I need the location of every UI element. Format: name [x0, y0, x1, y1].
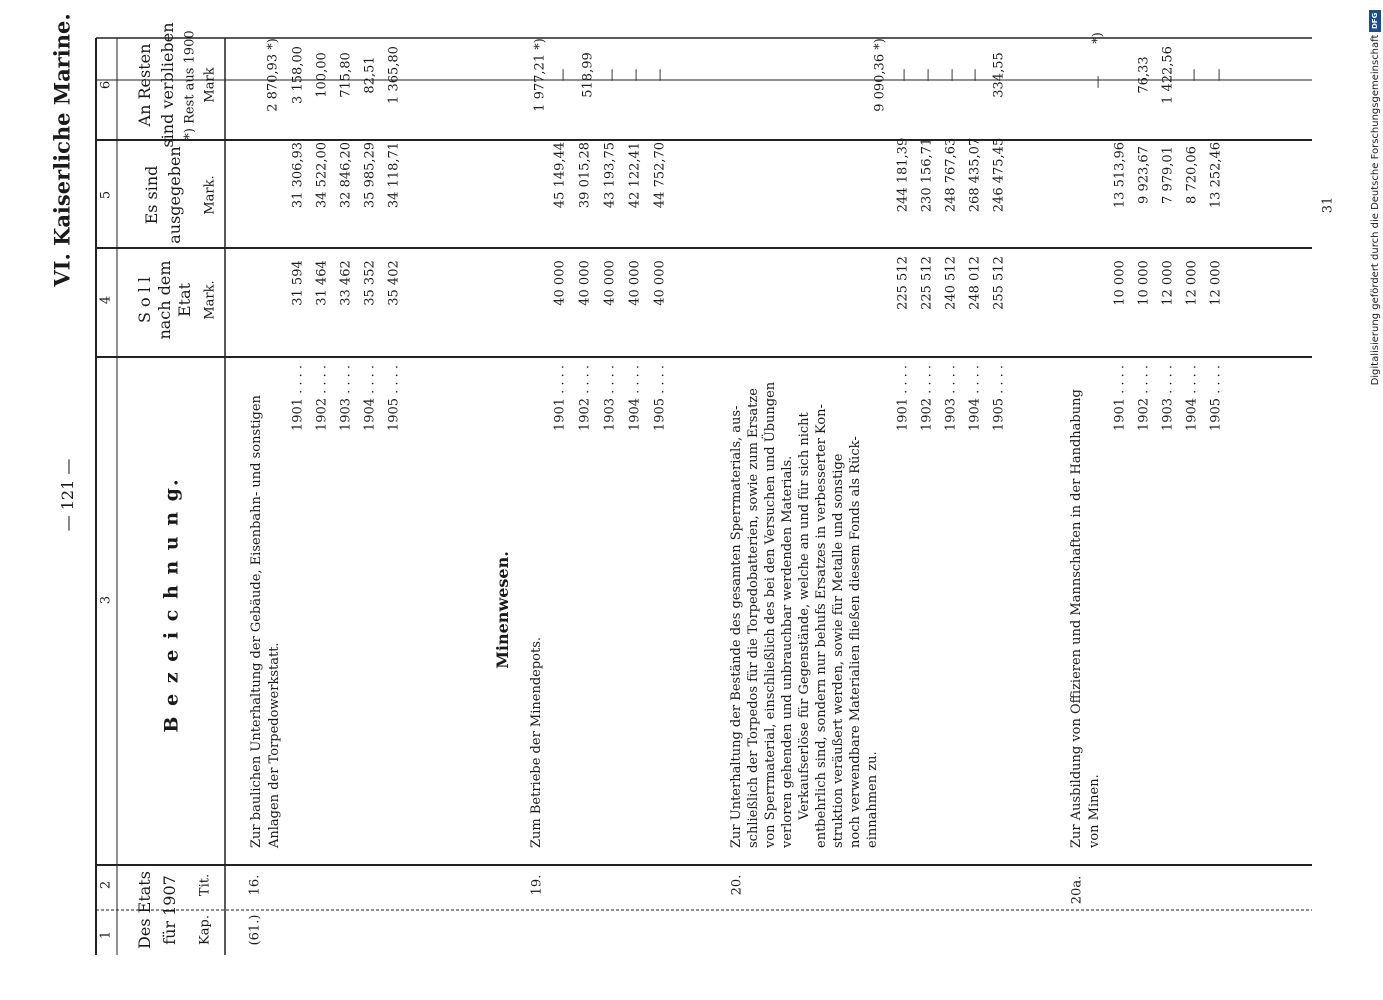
desc-line: schließlich der Torpedos für die Torpedobatterien, sowie zum Ersatze: [746, 388, 761, 848]
aus-cell: 45 149,44: [552, 141, 568, 209]
year-cell: 1902 . . . .: [314, 364, 330, 432]
soll-cell: 35 352: [362, 260, 378, 306]
rest-cell: 518,99: [580, 52, 596, 98]
soll-cell: 10 000: [1112, 260, 1128, 306]
year-cell: 1905 . . . .: [1208, 364, 1224, 432]
desc-line: von Sperrmaterial, einschließlich des bei den Versuchen und Übungen: [763, 381, 778, 848]
soll-cell: 40 000: [577, 260, 593, 306]
header-rest-line2: sind verblieben: [158, 22, 177, 148]
year-cell: 1901 . . . .: [290, 364, 306, 432]
aus-cell: 9 923,67: [1136, 146, 1152, 204]
rest-cell: —: [555, 68, 571, 82]
year-cell: 1904 . . . .: [967, 364, 983, 432]
col-number-2: 2: [98, 880, 114, 890]
year-cell: 1905 . . . .: [652, 364, 668, 432]
soll-cell: 12 000: [1160, 260, 1176, 306]
soll-cell: 225 512: [895, 256, 911, 310]
aus-cell: 44 752,70: [652, 141, 668, 209]
aus-cell: 32 846,20: [338, 141, 354, 209]
aus-cell: 34 522,00: [314, 141, 330, 209]
header-tit: Tit.: [197, 873, 213, 897]
year-cell: 1904 . . . .: [1184, 364, 1200, 432]
year-cell: 1902 . . . .: [577, 364, 593, 432]
footer-credit: Digitalisierung gefördert durch die Deutsche Forschungsgemeinschaft: [1370, 34, 1381, 386]
rest-carry: 9 090,36 *): [872, 38, 888, 112]
rest-carry: *): [1090, 32, 1106, 44]
col-number-1: 1: [98, 930, 114, 940]
year-cell: 1901 . . . .: [1112, 364, 1128, 432]
aus-cell: 248 767,63: [943, 137, 959, 213]
year-cell: 1904 . . . .: [362, 364, 378, 432]
rest-carry: 1 977,21 *): [532, 38, 548, 112]
aus-cell: 39 015,28: [577, 141, 593, 209]
year-cell: 1901 . . . .: [552, 364, 568, 432]
col-number-6: 6: [98, 80, 114, 90]
rest-cell: 334,55: [991, 52, 1007, 98]
header-soll-unit: Mark.: [202, 280, 218, 320]
desc-line: Anlagen der Torpedowerkstatt.: [267, 642, 282, 848]
rest-cell: —: [652, 68, 668, 82]
rest-cell: —: [896, 68, 912, 82]
soll-cell: 12 000: [1208, 260, 1224, 306]
desc-line: Zum Betriebe der Minendepots.: [529, 636, 544, 848]
year-cell: 1903 . . . .: [338, 364, 354, 432]
aus-cell: 42 122,41: [627, 141, 643, 209]
desc-line: noch verwendbare Materialien fließen diesem Fonds als Rück-: [848, 436, 863, 848]
soll-cell: 240 512: [943, 256, 959, 310]
aus-cell: 35 985,29: [362, 141, 378, 209]
header-soll-line1: S o l l: [135, 276, 154, 324]
desc-line: struktion veräußert werden, sowie für Metalle und sonstige: [831, 453, 846, 848]
aus-cell: 43 193,75: [602, 141, 618, 209]
desc-line: Zur Ausbildung von Offizieren und Mannschaften in der Handhabung: [1069, 389, 1084, 848]
col-number-5: 5: [98, 190, 114, 200]
header-soll-line3: Etat: [175, 282, 194, 318]
rest-cell: 100,00: [314, 52, 330, 98]
tit-cell: 19.: [529, 874, 545, 896]
rest-cell: —: [628, 68, 644, 82]
desc-line: entbehrlich sind, sondern nur behufs Ersatzes in verbesserter Kon-: [814, 404, 829, 848]
aus-cell: 268 435,07: [967, 137, 983, 213]
aus-cell: 34 118,71: [386, 141, 402, 209]
rest-cell: —: [604, 68, 620, 82]
header-aus-line1: Es sind: [142, 165, 161, 225]
year-cell: 1903 . . . .: [943, 364, 959, 432]
soll-cell: 12 000: [1184, 260, 1200, 306]
soll-cell: 40 000: [627, 260, 643, 306]
desc-line: Verkaufserlöse für Gegenstände, welche an und für sich nicht: [797, 412, 812, 820]
desc-line: Zur Unterhaltung der Bestände des gesamten Sperrmaterials, aus-: [729, 405, 744, 848]
rest-cell: —: [1090, 75, 1106, 89]
tit-cell: 16.: [247, 874, 263, 896]
rest-carry: 2 870,93 *): [265, 38, 281, 112]
header-rest-unit: Mark: [202, 67, 218, 103]
tit-cell: 20.: [729, 874, 745, 896]
rest-cell: —: [920, 68, 936, 82]
desc-line: Zur baulichen Unterhaltung der Gebäude, Eisenbahn- und sonstigen: [249, 395, 264, 848]
header-kap: Kap.: [197, 915, 213, 945]
header-soll-line2: nach dem: [155, 260, 174, 340]
header-bezeichnung: B e z e i c h n u n g.: [160, 477, 183, 733]
year-cell: 1903 . . . .: [1160, 364, 1176, 432]
rest-cell: 715,80: [338, 52, 354, 98]
soll-cell: 31 464: [314, 260, 330, 306]
rest-cell: 82,51: [362, 56, 378, 94]
rest-cell: —: [967, 68, 983, 82]
soll-cell: 40 000: [552, 260, 568, 306]
rest-cell: —: [1211, 68, 1227, 82]
aus-cell: 230 156,71: [919, 137, 935, 213]
soll-cell: 33 462: [338, 260, 354, 306]
section-title: VI. Kaiserliche Marine.: [49, 13, 75, 287]
col-number-3: 3: [98, 595, 114, 605]
year-cell: 1901 . . . .: [895, 364, 911, 432]
tit-cell: 20a.: [1069, 875, 1085, 905]
soll-cell: 40 000: [602, 260, 618, 306]
col-number-4: 4: [98, 295, 114, 305]
year-cell: 1905 . . . .: [991, 364, 1007, 432]
soll-cell: 248 012: [967, 256, 983, 310]
header-aus-line2: ausgegeben: [165, 146, 184, 244]
dfg-logo: DFG: [1369, 10, 1381, 32]
soll-cell: 31 594: [290, 260, 306, 306]
rest-cell: 1 422,56: [1160, 46, 1176, 104]
aus-cell: 31 306,93: [290, 141, 306, 209]
soll-cell: 10 000: [1136, 260, 1152, 306]
desc-line: verloren gehenden und unbrauchbar werdenden Materials.: [780, 455, 795, 848]
desc-line: einnahmen zu.: [865, 751, 880, 848]
kap-cell: (61.): [247, 914, 263, 946]
header-aus-unit: Mark.: [202, 175, 218, 215]
page-number: — 121 —: [58, 458, 77, 532]
desc-line: von Minen.: [1087, 774, 1102, 848]
aus-cell: 7 979,01: [1160, 146, 1176, 204]
year-cell: 1903 . . . .: [602, 364, 618, 432]
soll-cell: 40 000: [652, 260, 668, 306]
header-rest-line3: *) Rest aus 1900: [182, 30, 198, 140]
year-cell: 1905 . . . .: [386, 364, 402, 432]
aus-cell: 8 720,06: [1184, 146, 1200, 204]
rest-cell: 76,33: [1136, 56, 1152, 94]
header-rest-line1: An Resten: [135, 43, 154, 127]
year-cell: 1902 . . . .: [919, 364, 935, 432]
rest-cell: 3 158,00: [290, 46, 306, 104]
aus-cell: 244 181,39: [895, 137, 911, 213]
soll-cell: 255 512: [991, 256, 1007, 310]
section-heading: Minenwesen.: [493, 551, 512, 669]
year-cell: 1904 . . . .: [627, 364, 643, 432]
aus-cell: 13 513,96: [1112, 141, 1128, 209]
sheet-number: 31: [1320, 196, 1336, 214]
header-etat-line2: für 1907: [160, 875, 179, 945]
aus-cell: 246 475,45: [991, 137, 1007, 213]
year-cell: 1902 . . . .: [1136, 364, 1152, 432]
aus-cell: 13 252,46: [1208, 141, 1224, 209]
soll-cell: 35 402: [386, 260, 402, 306]
rest-cell: —: [944, 68, 960, 82]
header-etat-line1: Des Etats: [135, 871, 154, 949]
rest-cell: —: [1186, 68, 1202, 82]
rest-cell: 1 365,80: [386, 46, 402, 104]
soll-cell: 225 512: [919, 256, 935, 310]
